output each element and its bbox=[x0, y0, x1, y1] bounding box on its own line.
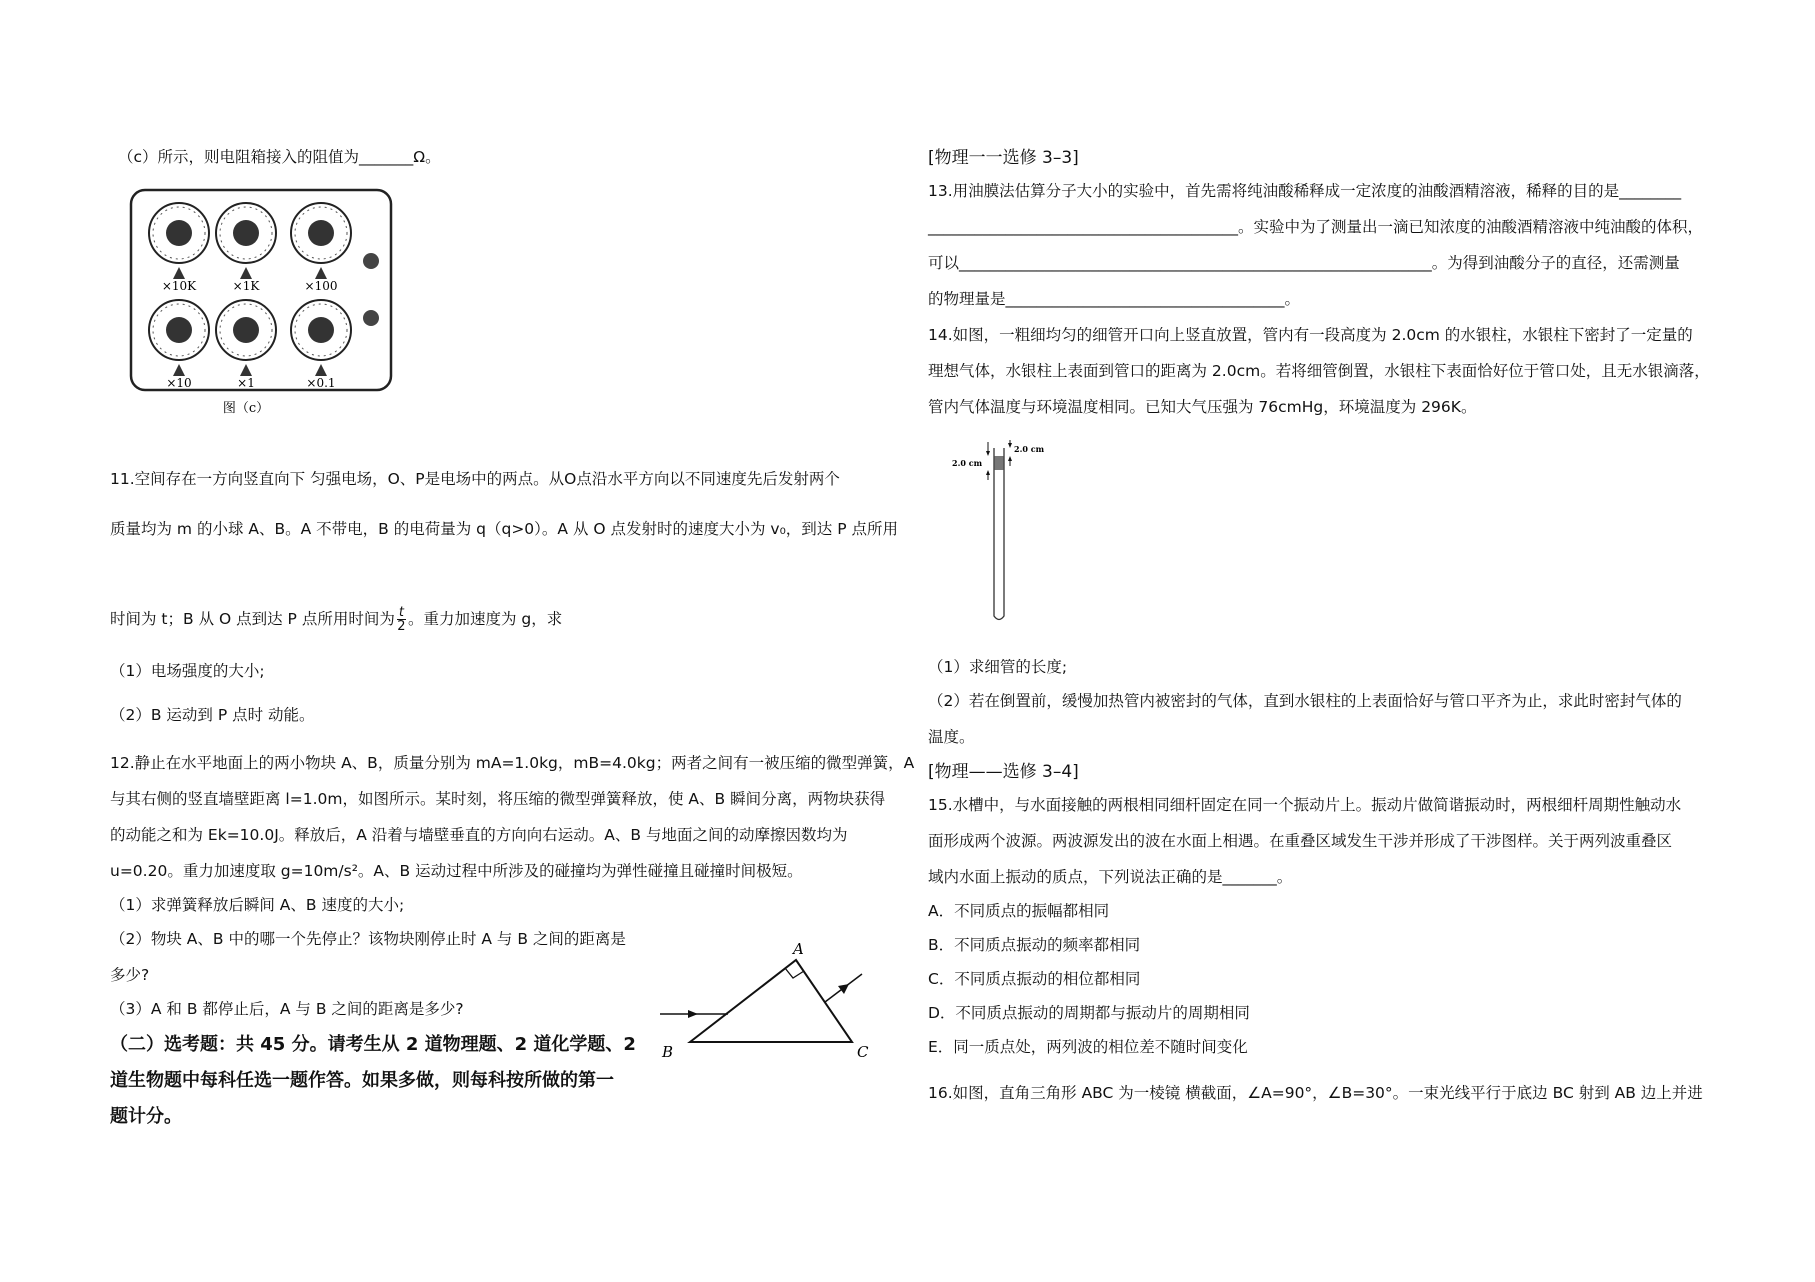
fraction-denominator: 2 bbox=[397, 619, 406, 634]
q12-line2: 与其右侧的竖直墙壁距离 l=1.0m，如图所示。某时刻，将压缩的微型弹簧释放，使 A、B 瞬间分离，两物块获得 bbox=[110, 790, 886, 808]
vertex-b-label: B bbox=[662, 1043, 674, 1061]
prism-triangle-figure bbox=[650, 940, 880, 1065]
q15-line2: 面形成两个波源。两波源发出的波在水面上相遇。在重叠区域发生干涉并形成了干涉图样。关于两列波重叠区 bbox=[928, 832, 1673, 850]
q15-option-d: D．不同质点振动的周期都与振动片的周期相同 bbox=[928, 1004, 1250, 1022]
heading-elective-3-4: [物理——选修 3–4] bbox=[928, 762, 1079, 782]
dial-label: ×1K bbox=[232, 279, 260, 293]
q12-sub2a: （2）物块 A、B 中的哪一个先停止？该物块刚停止时 A 与 B 之间的距离是 bbox=[110, 930, 626, 948]
tube-outline bbox=[994, 448, 1004, 620]
q14-sub2b: 温度。 bbox=[928, 728, 975, 746]
q15-option-c: C．不同质点振动的相位都相同 bbox=[928, 970, 1141, 988]
dial-label: ×0.1 bbox=[306, 376, 336, 390]
q14-line3: 管内气体温度与环境温度相同。已知大气压强为 76cmHg，环境温度为 296K。 bbox=[928, 398, 1477, 416]
q11-line3-pre: 时间为 t；B 从 O 点到达 P 点所用时间为 bbox=[110, 610, 395, 628]
dial-label: ×10 bbox=[166, 376, 192, 390]
q14-line1: 14.如图，一粗细均匀的细管开口向上竖直放置，管内有一段高度为 2.0cm 的水银柱，水银柱下密封了一定量的 bbox=[928, 326, 1693, 344]
section2-line1: （二）选考题：共 45 分。请考生从 2 道物理题、2 道化学题、2 bbox=[110, 1034, 636, 1055]
q13-line4: 的物理量是____________________________________。 bbox=[928, 290, 1301, 308]
q11-sub1: （1）电场强度的大小; bbox=[110, 662, 265, 680]
thin-tube-figure bbox=[944, 440, 1064, 625]
q14-line2: 理想气体，水银柱上表面到管口的距离为 2.0cm。若将细管倒置，水银柱下表面恰好位于管口处，且无水银滴落， bbox=[928, 362, 1710, 380]
mercury-column bbox=[995, 456, 1004, 470]
vertex-a-label: A bbox=[793, 940, 804, 958]
dim-label-right: 2.0 cm bbox=[1014, 444, 1045, 454]
q15-line3: 域内水面上振动的质点，下列说法正确的是_______。 bbox=[928, 868, 1293, 886]
dial-label: ×1 bbox=[237, 376, 255, 390]
q11-line2: 质量均为 m 的小球 A、B。A 不带电，B 的电荷量为 q（q>0）。A 从 O 点发射时的速度大小为 v₀，到达 P 点所用 bbox=[110, 520, 899, 538]
q12-sub3: （3）A 和 B 都停止后，A 与 B 之间的距离是多少? bbox=[110, 1000, 464, 1018]
q11-sub2: （2）B 运动到 P 点时 动能。 bbox=[110, 706, 315, 724]
figure-caption: 图（c） bbox=[222, 401, 270, 416]
q10-tail-line: （c）所示，则电阻箱接入的阻值为_______Ω。 bbox=[118, 148, 441, 166]
resistance-box-figure bbox=[128, 182, 408, 420]
terminal-bottom bbox=[363, 310, 379, 326]
vertex-c-label: C bbox=[857, 1043, 869, 1061]
q15-line1: 15.水槽中，与水面接触的两根相同细杆固定在同一个振动片上。振动片做简谐振动时，两根细杆周期性触动水 bbox=[928, 796, 1682, 814]
q14-sub2a: （2）若在倒置前，缓慢加热管内被密封的气体，直到水银柱的上表面恰好与管口平齐为止，求此时密封气体的 bbox=[928, 692, 1682, 710]
q13-line1: 13.用油膜法估算分子大小的实验中，首先需将纯油酸稀释成一定浓度的油酸酒精溶液，稀释的目的是________ bbox=[928, 182, 1682, 200]
section2-line3: 题计分。 bbox=[110, 1106, 182, 1127]
q13-line2: ________________________________________。实验中为了测量出一滴已知浓度的油酸酒精溶液中纯油酸的体积， bbox=[928, 218, 1704, 236]
terminal-top bbox=[363, 253, 379, 269]
dim-label-left: 2.0 cm bbox=[952, 458, 983, 468]
fraction-t-over-2 bbox=[397, 606, 406, 633]
dial-label: ×10K bbox=[161, 279, 197, 293]
q13-line3: 可以_____________________________________________________________。为得到油酸分子的直径，还需测量 bbox=[928, 254, 1680, 272]
fraction-numerator: t bbox=[398, 605, 404, 620]
incident-arrowhead bbox=[688, 1010, 698, 1018]
q12-sub2b: 多少? bbox=[110, 966, 150, 984]
dial-label: ×100 bbox=[304, 279, 338, 293]
section2-line2: 道生物题中每科任选一题作答。如果多做，则每科按所做的第一 bbox=[110, 1070, 614, 1091]
q11-line3 bbox=[110, 606, 562, 633]
q12-line1: 12.静止在水平地面上的两小物块 A、B，质量分别为 mA=1.0kg，mB=4.0kg；两者之间有一被压缩的微型弹簧，A bbox=[110, 754, 915, 772]
q15-option-e: E．同一质点处，两列波的相位差不随时间变化 bbox=[928, 1038, 1248, 1056]
q14-sub1: （1）求细管的长度; bbox=[928, 658, 1068, 676]
right-angle-mark bbox=[785, 968, 804, 978]
q16-line1: 16.如图，直角三角形 ABC 为一棱镜 横截面，∠A=90°，∠B=30°。一束光线平行于底边 BC 射到 AB 边上并进 bbox=[928, 1084, 1703, 1102]
q15-option-b: B．不同质点振动的频率都相同 bbox=[928, 936, 1141, 954]
q11-line3-post: 。重力加速度为 g，求 bbox=[407, 610, 563, 628]
heading-elective-3-3: [物理一一选修 3–3] bbox=[928, 148, 1079, 168]
exit-arrowhead bbox=[838, 984, 849, 994]
q11-line1: 11.空间存在一方向竖直向下 匀强电场，O、P是电场中的两点。从O点沿水平方向以不同速度先后发射两个 bbox=[110, 470, 840, 488]
q12-sub1: （1）求弹簧释放后瞬间 A、B 速度的大小; bbox=[110, 896, 405, 914]
q12-line4: u=0.20。重力加速度取 g=10m/s²。A、B 运动过程中所涉及的碰撞均为弹性碰撞且碰撞时间极短。 bbox=[110, 862, 803, 880]
q15-option-a: A．不同质点的振幅都相同 bbox=[928, 902, 1110, 920]
q12-line3: 的动能之和为 Ek=10.0J。释放后，A 沿着与墙壁垂直的方向向右运动。A、B 与地面之间的动摩擦因数均为 bbox=[110, 826, 848, 844]
